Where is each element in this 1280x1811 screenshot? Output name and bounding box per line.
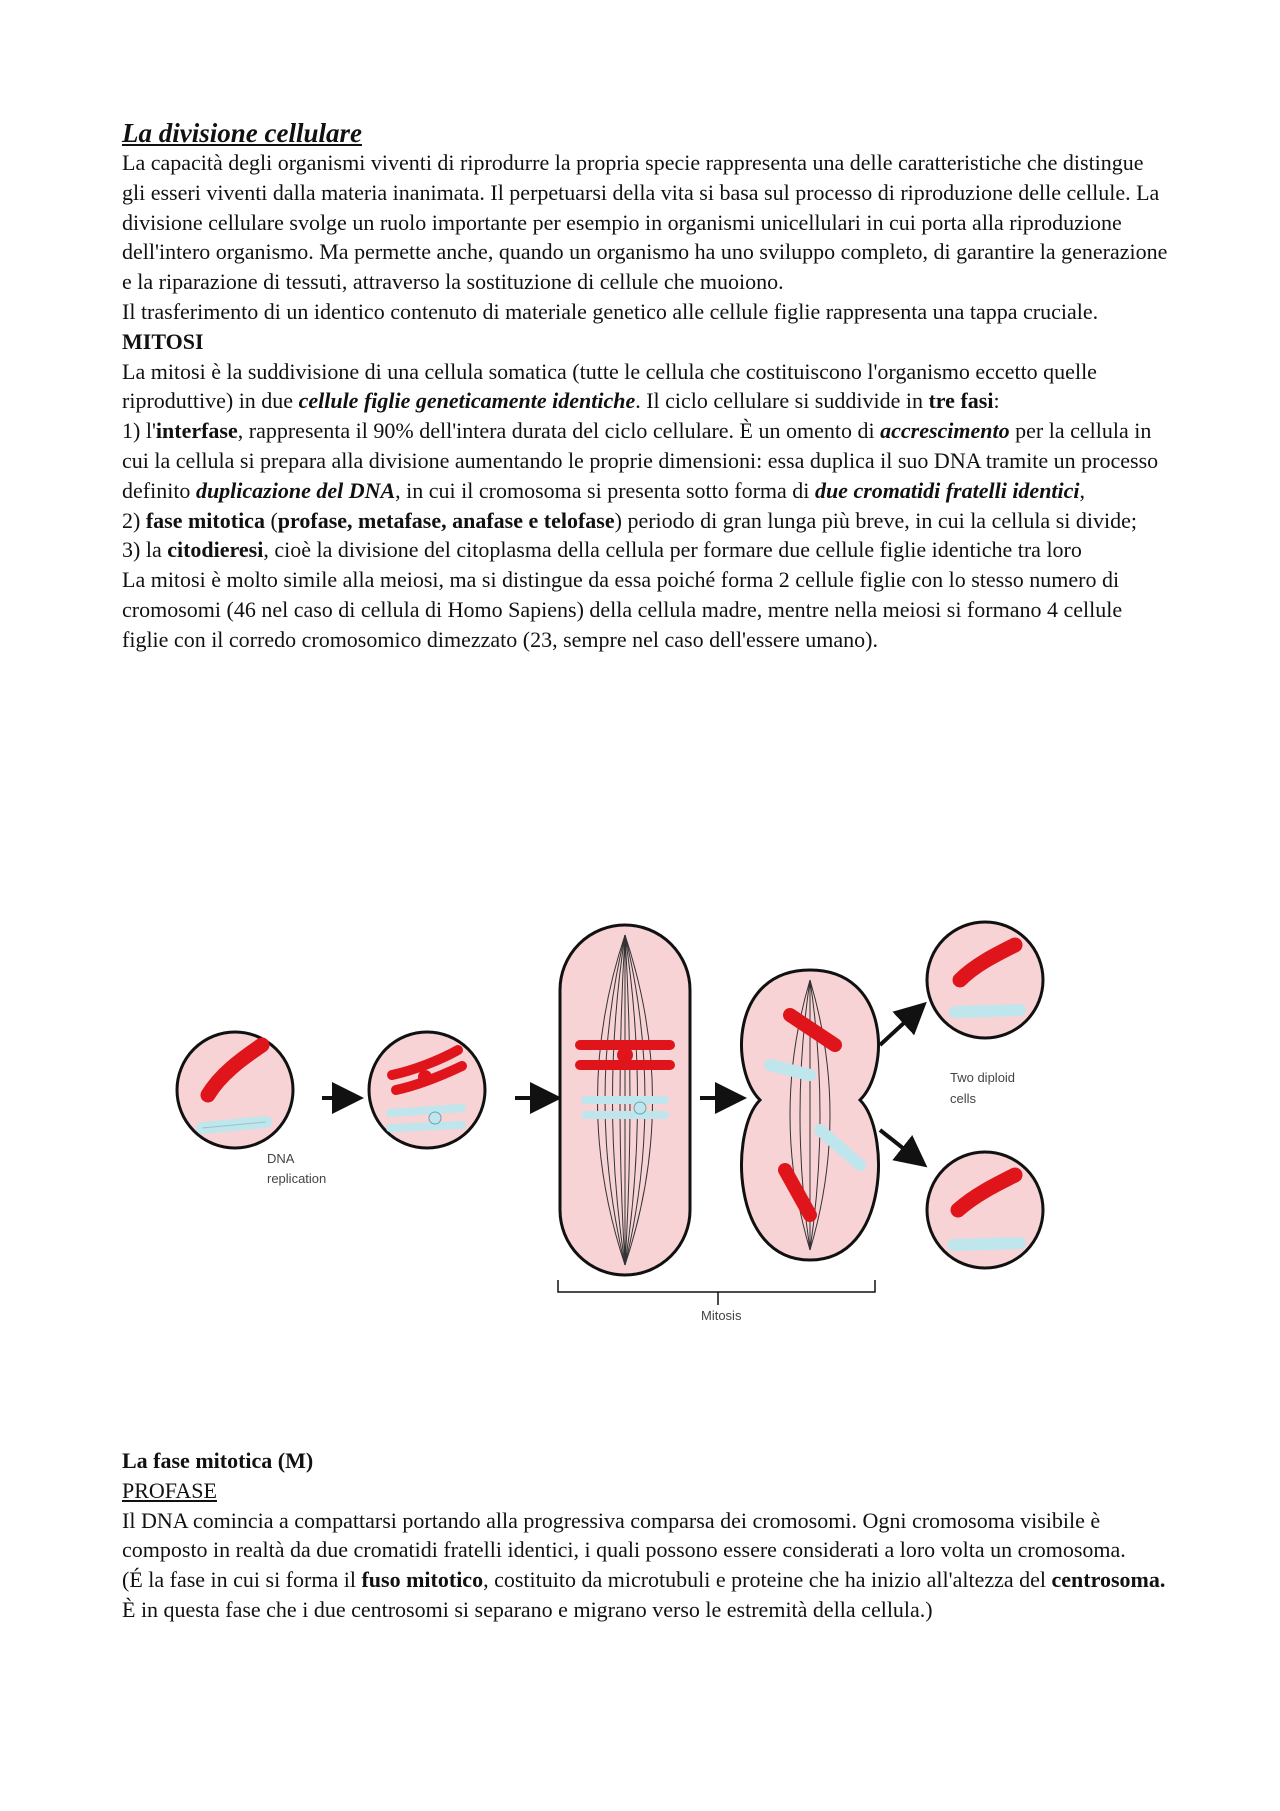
list-item-interfase: 1) l'interfase, rappresenta il 90% dell'intera durata del ciclo cellulare. È un omento di accrescimento per la cellula in cui la cellula si prepara alla divisione aumentando le proprie dimensioni: essa duplica il suo DNA tramite un processo definito duplicazione del DNA, in cui il cromosoma si presenta sotto forma di due cromatidi fratelli identici,	[122, 418, 1159, 503]
cell-interphase	[177, 1032, 293, 1148]
label-two-diploid: Two diploid	[950, 1070, 1016, 1085]
arrow-icon	[880, 1130, 918, 1160]
intro-paragraph-2: Il trasferimento di un identico contenuto di materiale genetico alle cellule figlie rappresenta una tappa cruciale.	[122, 298, 1099, 324]
label-replication: replication	[267, 1171, 327, 1186]
list-item-citodieresi: 3) la citodieresi, cioè la divisione del citoplasma della cellula per formare due cellule figlie identiche tra loro	[122, 537, 1082, 563]
mitosi-heading: MITOSI	[122, 328, 204, 354]
fase-mitotica-section	[122, 1446, 1172, 1625]
cell-metaphase	[560, 925, 690, 1275]
profase-paragraph-2: (É la fase in cui si forma il fuso mitotico, costituito da microtubuli e proteine che ha inizio all'altezza del centrosoma. È in questa fase che i due centrosomi si separano e migrano verso le estremità della cellula.)	[122, 1567, 1166, 1622]
arrow-icon	[880, 1010, 918, 1045]
mitosis-diagram	[170, 900, 1120, 1320]
list-item-fase-mitotica: 2) fase mitotica (profase, metafase, anafase e telofase) periodo di gran lunga più breve, in cui la cellula si divide;	[122, 507, 1137, 533]
mitosis-bracket	[558, 1280, 875, 1305]
intro-paragraph-1: La capacità degli organismi viventi di riprodurre la propria specie rappresenta una delle caratteristiche che distingue gli esseri viventi dalla materia inanimata. Il perpetuarsi della vita si basa sul processo di riproduzione delle cellule. La divisione cellulare svolge un ruolo importante per esempio in organismi unicellulari in cui porta alla riproduzione dell'intero organismo. Ma permette anche, quando un organismo ha uno sviluppo completo, di garantire la generazione e la riparazione di tessuti, attraverso la sostituzione di cellule che muoiono.	[122, 150, 1168, 295]
label-cells: cells	[950, 1091, 977, 1106]
label-dna: DNA	[267, 1151, 295, 1166]
document-body	[122, 118, 1172, 655]
profase-heading: PROFASE	[122, 1477, 217, 1503]
fase-mitotica-heading: La fase mitotica (M)	[122, 1448, 314, 1473]
cell-dna-replicated	[369, 1032, 485, 1148]
mitosi-paragraph: La mitosi è la suddivisione di una cellula somatica (tutte le cellula che costituiscono l'organismo eccetto quelle riproduttive) in due cellule figlie geneticamente identiche. Il ciclo cellulare si suddivide in tre fasi:	[122, 358, 1097, 414]
profase-paragraph-1: Il DNA comincia a compattarsi portando alla progressiva comparsa dei cromosomi. Ogni cromosoma visibile è composto in realtà da due cromatidi fratelli identici, i quali possono essere considerati a loro volta un cromosoma.	[122, 1507, 1126, 1563]
daughter-cell-1	[927, 922, 1043, 1038]
label-mitosis: Mitosis	[701, 1308, 742, 1320]
mitosi-meiosi-paragraph: La mitosi è molto simile alla meiosi, ma si distingue da essa poiché forma 2 cellule figlie con lo stesso numero di cromosomi (46 nel caso di cellula di Homo Sapiens) della cellula madre, mentre nella meiosi si formano 4 cellule figlie con il corredo cromosomico dimezzato (23, sempre nel caso dell'essere umano).	[122, 567, 1123, 652]
daughter-cell-2	[927, 1152, 1043, 1268]
page-title: La divisione cellulare	[122, 118, 362, 148]
cell-anaphase	[742, 970, 879, 1260]
